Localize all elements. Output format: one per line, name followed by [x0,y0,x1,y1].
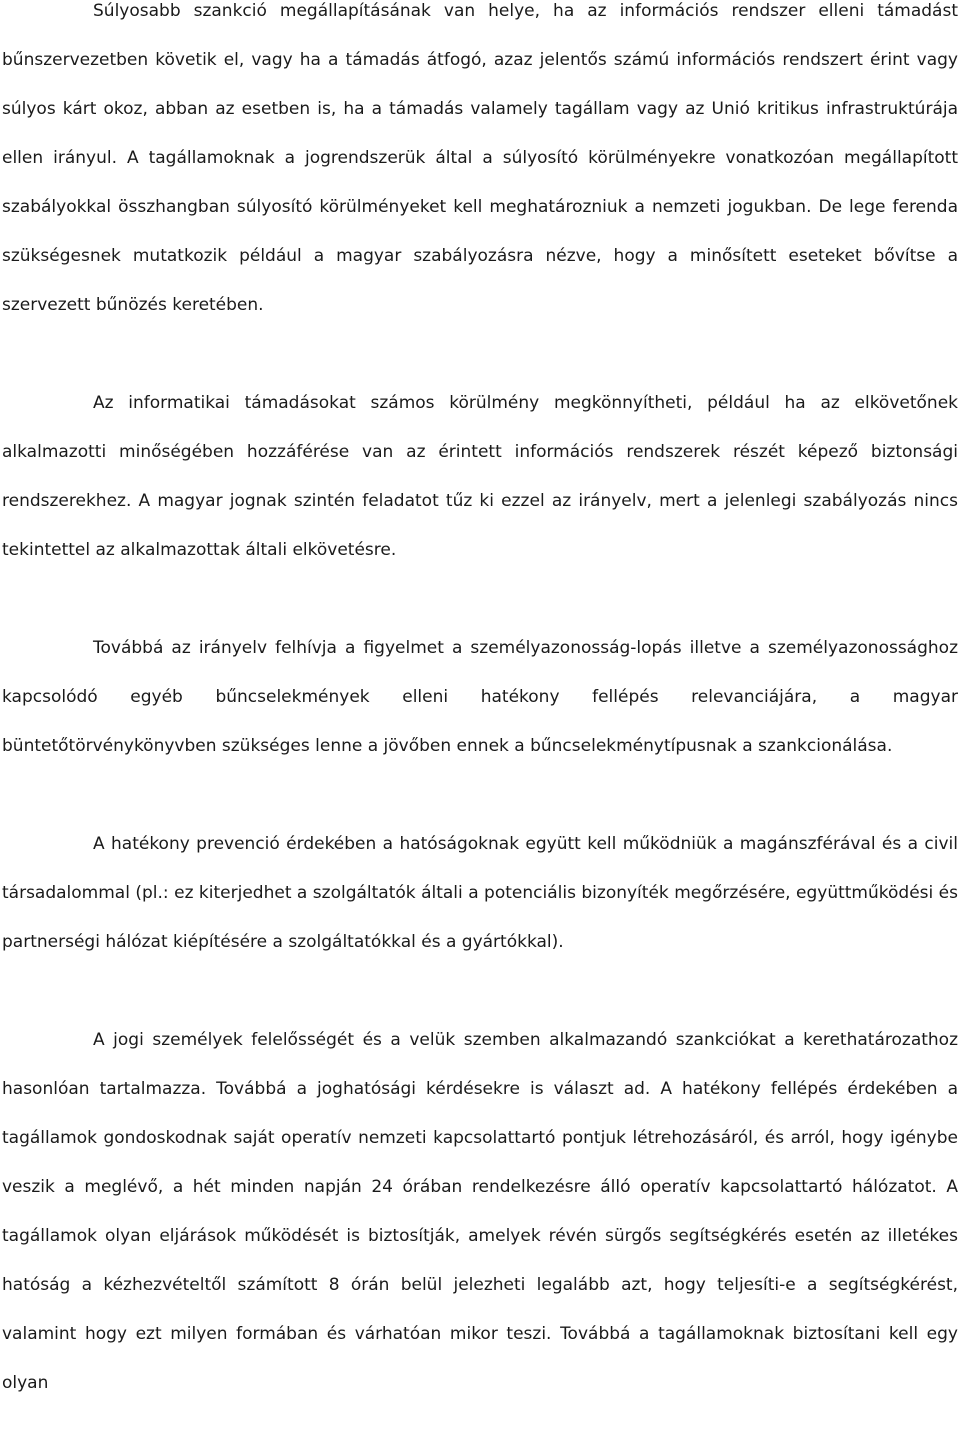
paragraph-identity-theft: Továbbá az irányelv felhívja a figyelmet a személyazonosság-lopás illetve a személyazonossághoz kapcsolódó egyéb bűncselekmények elleni hatékony fellépés relevanciájára, a magyar büntetőtörvénykönyvben szükséges lenne a jövőben ennek a bűncselekménytípusnak a szankcionálása. [2,638,958,756]
paragraph-employee-access: Az informatikai támadásokat számos körülmény megkönnyítheti, például ha az elkövetőnek alkalmazotti minőségében hozzáférése van az érintett információs rendszerek részét képező biztonsági rendszerekhez. A magyar jognak szintén feladatot tűz ki ezzel az irányelv, mert a jelenlegi szabályozás nincs tekintettel az alkalmazottak általi elkövetésre. [2,393,958,560]
paragraph-aggravated-sanctions: Súlyosabb szankció megállapításának van helye, ha az információs rendszer elleni támadást bűnszervezetben követik el, vagy ha a támadás átfogó, azaz jelentős számú információs rendszert érint vagy súlyos kárt okoz, abban az esetben is, ha a támadás valamely tagállam vagy az Unió kritikus infrastruktúrája ellen irányul. A tagállamoknak a jogrendszerük által a súlyosító körülményekre vonatkozóan megállapított szabályokkal összhangban súlyosító körülményeket kell meghatározniuk a nemzeti jogukban. De lege ferenda szükségesnek mutatkozik például a magyar szabályozásra nézve, hogy a minősített eseteket bővítse a szervezett bűnözés keretében. [2,1,958,315]
paragraph-prevention-cooperation: A hatékony prevenció érdekében a hatóságoknak együtt kell működniük a magánszférával és a civil társadalommal (pl.: ez kiterjedhet a szolgáltatók általi a potenciális bizonyíték megőrzésére, együttműködési és partnerségi hálózat kiépítésére a szolgáltatókkal és a gyártókkal). [2,834,958,952]
paragraph-legal-persons-jurisdiction: A jogi személyek felelősségét és a velük szemben alkalmazandó szankciókat a kerethatározathoz hasonlóan tartalmazza. Továbbá a joghatósági kérdésekre is választ ad. A hatékony fellépés érdekében a tagállamok gondoskodnak saját operatív nemzeti kapcsolattartó pontjuk létrehozásáról, és arról, hogy igénybe veszik a meglévő, a hét minden napján 24 órában rendelkezésre álló operatív kapcsolattartó hálózatot. A tagállamok olyan eljárások működését is biztosítják, amelyek révén sürgős segítségkérés esetén az illetékes hatóság a kézhezvételtől számított 8 órán belül jelezheti legalább azt, hogy teljesíti-e a segítségkérést, valamint hogy ezt milyen formában és várhatóan mikor teszi. Továbbá a tagállamoknak biztosítani kell egy olyan [2,1030,958,1393]
